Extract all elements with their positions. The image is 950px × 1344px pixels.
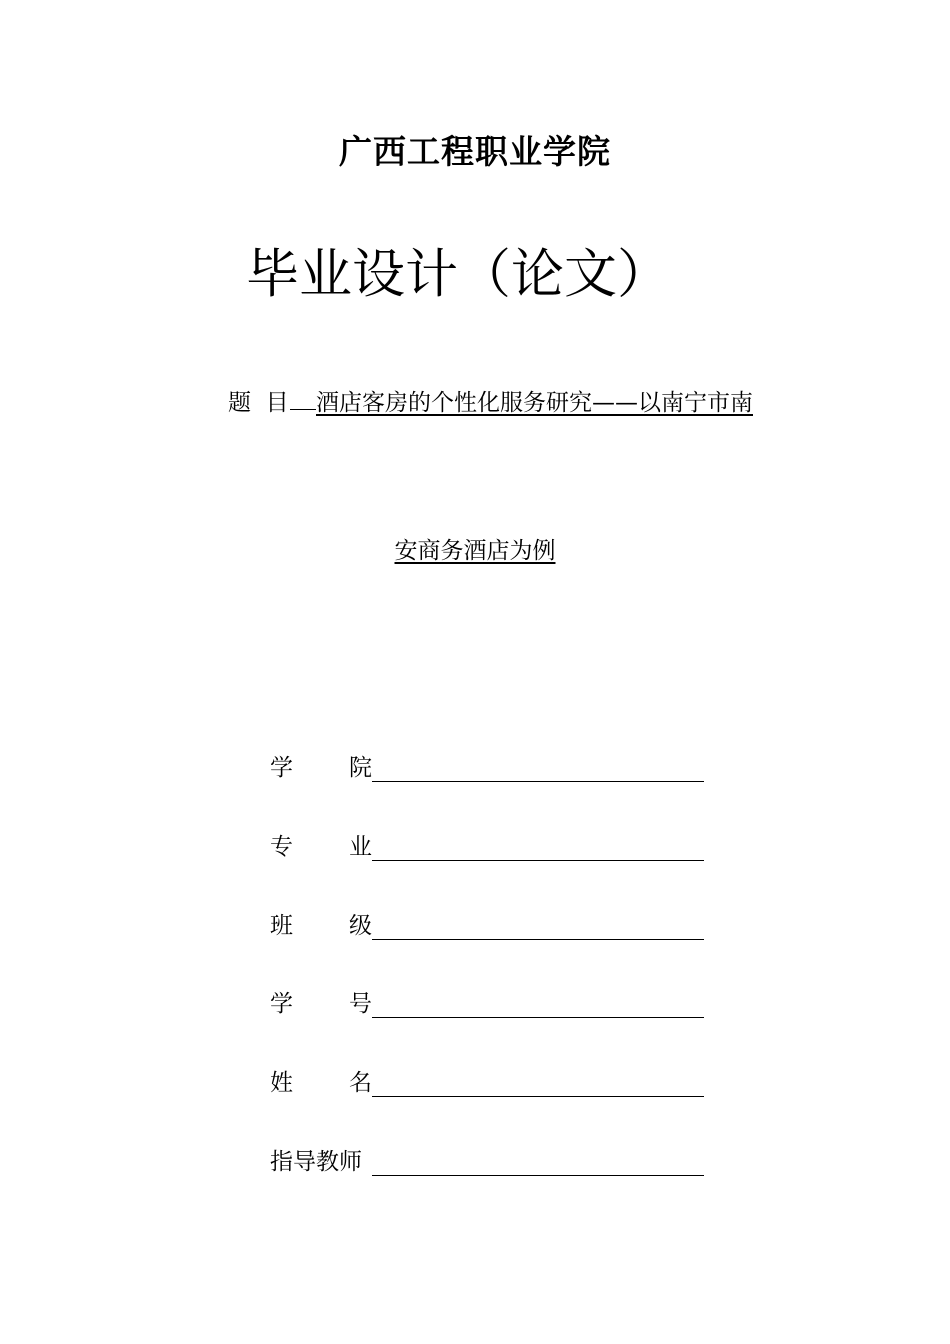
field-row-college [270, 750, 710, 786]
field-label-char-2: 名 [349, 1070, 372, 1096]
field-fill-line [372, 1017, 704, 1018]
field-row-advisor [270, 1144, 710, 1180]
field-label-char-1: 班 [270, 913, 293, 939]
field-label [270, 750, 372, 786]
field-label [270, 1144, 372, 1180]
field-fill-line [372, 1096, 704, 1097]
field-label-char-1: 学 [270, 755, 293, 781]
field-label-char-1: 专 [270, 834, 293, 860]
field-label-char-2: 业 [349, 834, 372, 860]
field-label [270, 908, 372, 944]
school-name: 广西工程职业学院 [339, 132, 611, 171]
field-row-major [270, 829, 710, 865]
field-label [270, 986, 372, 1022]
field-row-class [270, 908, 710, 944]
field-fill-line [372, 1175, 704, 1176]
field-label-char-1: 学 [270, 991, 293, 1017]
topic-label [228, 386, 290, 420]
field-row-student-id [270, 986, 710, 1022]
advisor-label: 指导教师 [270, 1149, 362, 1175]
field-fill-line [372, 860, 704, 861]
topic-title-line-2: 安商务酒店为例 [394, 538, 556, 564]
document-type-title: 毕业设计（论文） [246, 244, 670, 305]
field-fill-line [372, 939, 704, 940]
field-label-char-2: 级 [349, 913, 372, 939]
field-row-name [270, 1065, 710, 1101]
topic-title-line-1: 酒店客房的个性化服务研究——以南宁市南 [316, 390, 753, 416]
topic-underline-lead [290, 387, 316, 410]
field-label-char-1: 姓 [270, 1070, 293, 1096]
topic-label-char-2: 目 [265, 390, 289, 416]
field-label-char-2: 号 [349, 991, 372, 1017]
field-fill-line [372, 781, 704, 782]
field-label [270, 1065, 372, 1101]
topic-line-2 [0, 534, 950, 568]
topic-line [228, 386, 753, 420]
field-label-char-2: 院 [349, 755, 372, 781]
field-label [270, 829, 372, 865]
topic-label-char-1: 题 [228, 390, 251, 416]
